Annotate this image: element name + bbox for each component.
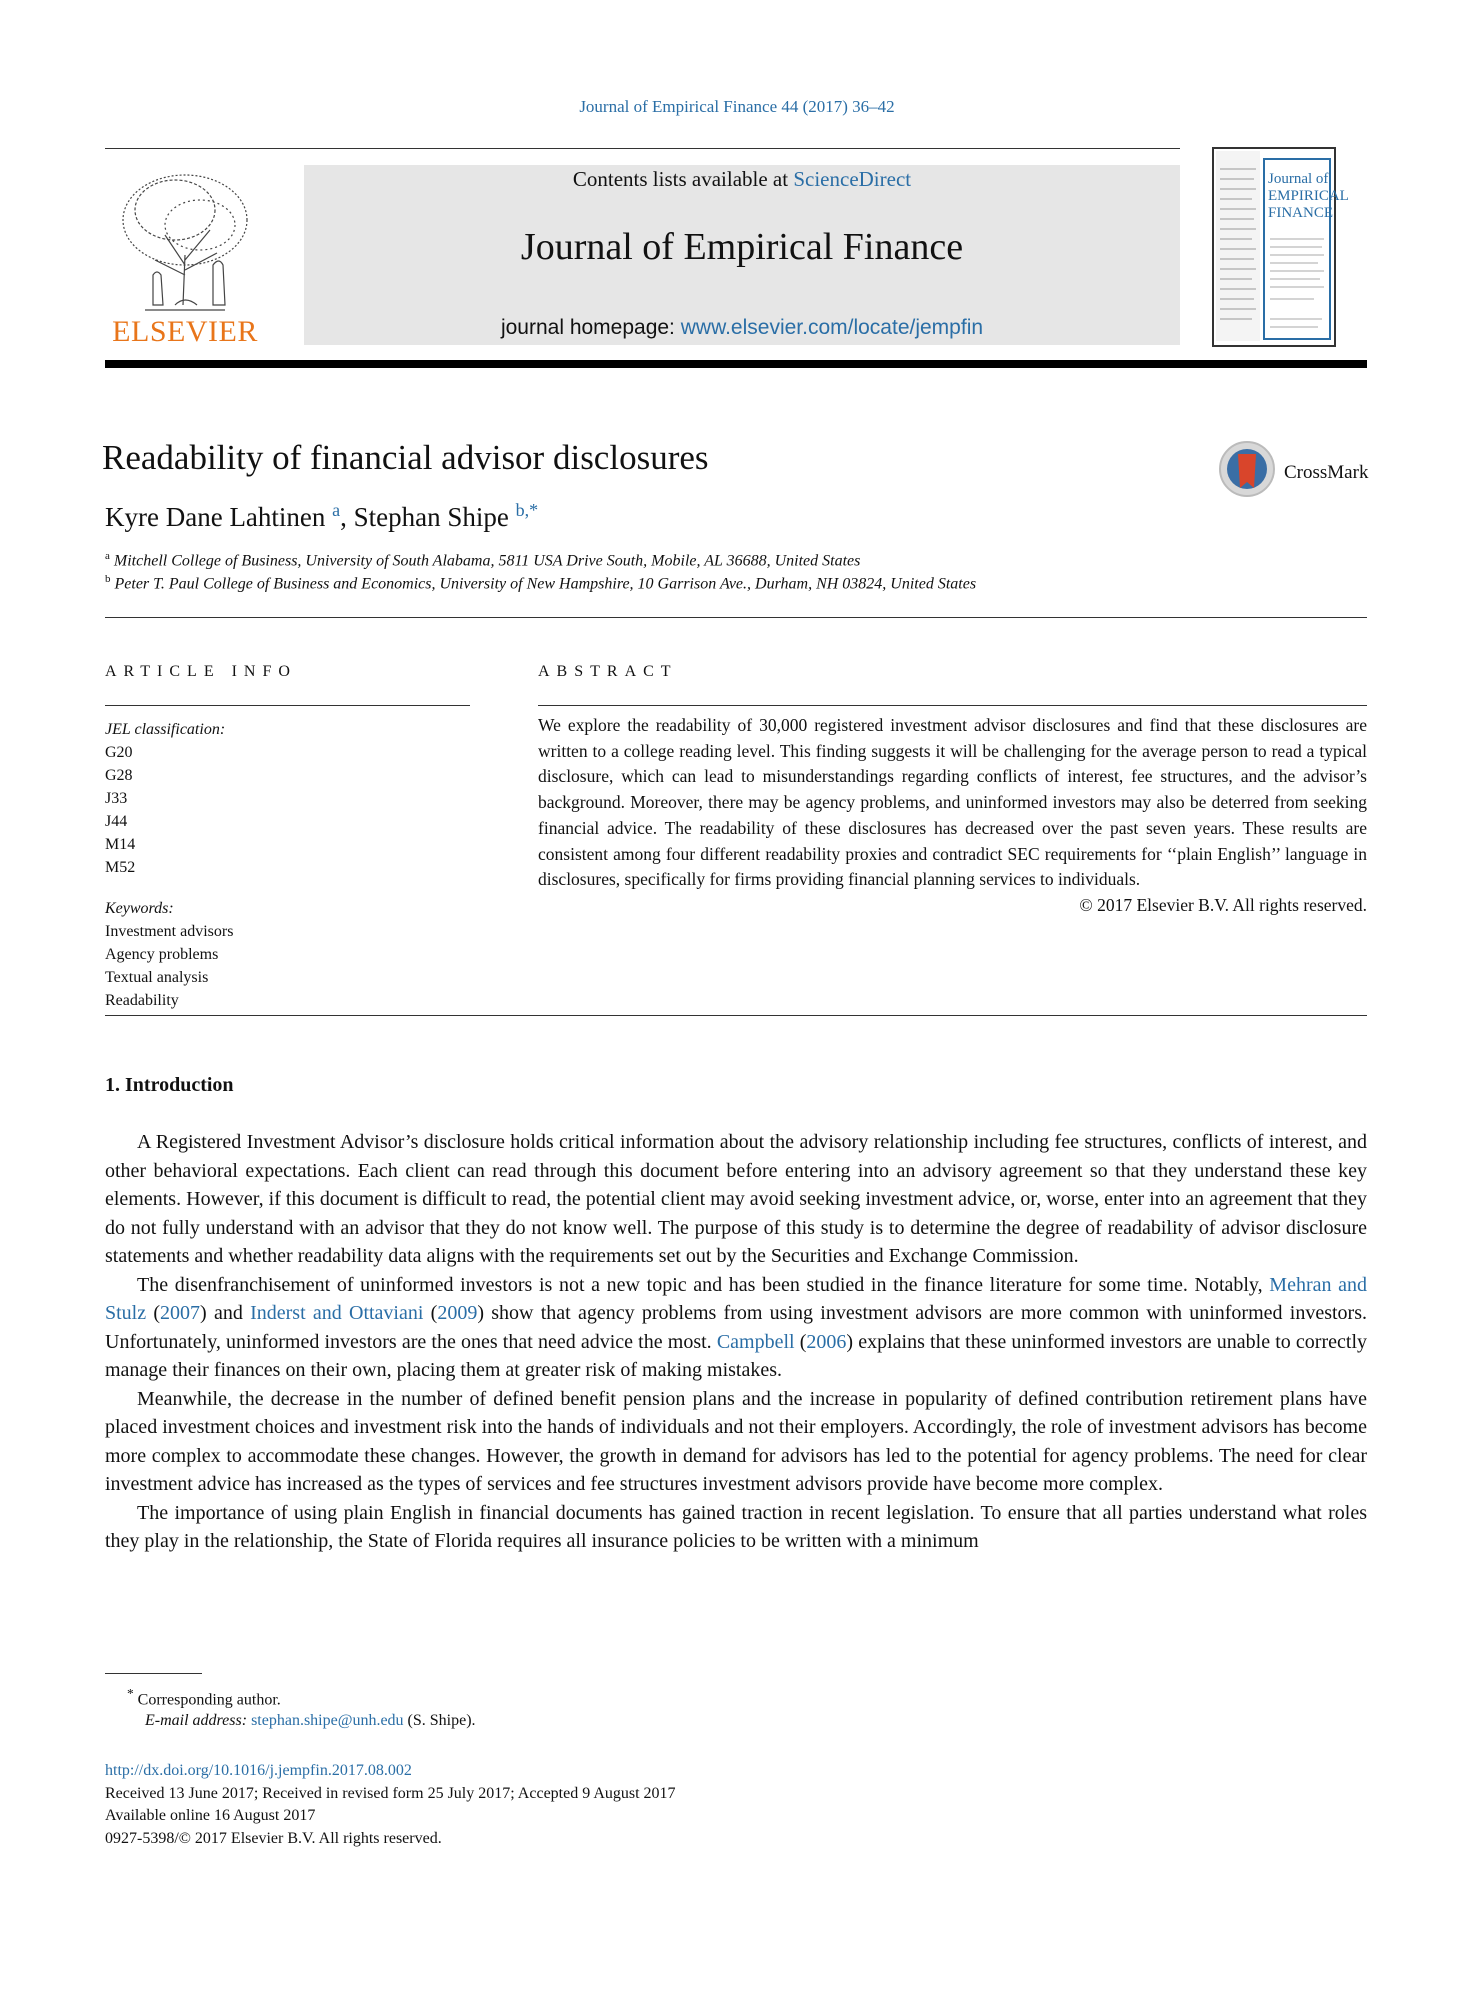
email-suffix: (S. Shipe). <box>407 1712 476 1730</box>
homepage-prefix: journal homepage: <box>500 316 675 339</box>
author-name[interactable]: Stephan Shipe <box>353 502 509 532</box>
footnote <box>105 1683 476 1731</box>
affiliation-text: Mitchell College of Business, University of South Alabama, 5811 USA Drive South, Mobile, AL 36688, United States <box>113 552 861 570</box>
header-rule <box>105 148 1180 149</box>
keyword: Textual analysis <box>105 969 209 986</box>
elsevier-wordmark: ELSEVIER <box>112 315 258 348</box>
author-separator: , <box>340 502 347 532</box>
elsevier-logo[interactable] <box>105 165 265 348</box>
jel-code: J33 <box>105 790 128 807</box>
affiliation-mark: a <box>105 550 110 562</box>
article-title: Readability of financial advisor disclosures <box>102 438 709 477</box>
section-heading: 1. Introduction <box>105 1074 234 1096</box>
email-link[interactable]: stephan.shipe@unh.edu <box>251 1712 404 1730</box>
keyword: Agency problems <box>105 946 219 963</box>
abstract-heading: ABSTRACT <box>538 663 678 680</box>
journal-cover-thumbnail[interactable] <box>1212 147 1349 347</box>
sciencedirect-link[interactable]: ScienceDirect <box>793 167 912 191</box>
footnote-text: Corresponding author. <box>137 1691 281 1709</box>
affiliation-mark: b <box>105 573 111 585</box>
jel-code: M52 <box>105 859 136 876</box>
homepage-line <box>304 316 1180 340</box>
article-info-heading: ARTICLE INFO <box>105 663 297 680</box>
info-rule <box>105 705 470 706</box>
cover-title-line3: FINANCE <box>1268 205 1334 221</box>
divider <box>105 1015 1367 1016</box>
cover-title <box>1268 171 1349 222</box>
paragraph: Meanwhile, the decrease in the number of defined benefit pension plans and the increase in popularity of defined contribution retirement plans have placed investment choices and investment risk into the hands of individuals and not their employers. Accordingly, the role of investment advisors has become more complex to accommodate these changes. However, the growth in demand for advisors has led to the potential for agency problems. The need for clear investment advice has increased as the types of services and fee structures investment advisors provide have become more complex. <box>105 1387 1367 1495</box>
abstract <box>538 713 1367 919</box>
text-run: The disenfranchisement of uninformed investors is not a new topic and has been studied in the finance literature for some time. Notably, <box>137 1273 1270 1296</box>
paragraph: The disenfranchisement of uninformed investors is not a new topic and has been studied in the finance literature for some time. Notably, Mehran and Stulz (2007) and Inderst and Ottaviani (2009) show that agency problems from using investment advisors are more common with uninformed investors. Unfortunately, uninformed investors are the ones that need advice the most. Campbell (2006) explains that these uninformed investors are unable to correctly manage their finances on their own, placing them at greater risk of making mistakes. <box>105 1273 1367 1381</box>
abstract-rule <box>538 705 1367 706</box>
jel-code: J44 <box>105 813 128 830</box>
crossmark-icon <box>1218 440 1276 498</box>
jel-code: M14 <box>105 836 136 853</box>
abstract-copyright: © 2017 Elsevier B.V. All rights reserved. <box>1079 894 1367 915</box>
email-label: E-mail address: <box>145 1712 248 1730</box>
cover-title-line2: EMPIRICAL <box>1268 188 1349 204</box>
journal-banner <box>304 165 1180 345</box>
author-name[interactable]: Kyre Dane Lahtinen <box>105 502 326 532</box>
issn-copyright: 0927-5398/© 2017 Elsevier B.V. All rights reserved. <box>105 1829 442 1847</box>
divider <box>105 617 1367 618</box>
journal-reference[interactable]: Journal of Empirical Finance 44 (2017) 36–42 <box>579 97 895 116</box>
body-text <box>105 1128 1367 1556</box>
jel-label: JEL classification: <box>105 721 226 738</box>
author-affil-mark[interactable]: a <box>332 500 341 520</box>
article-info <box>105 718 465 1012</box>
contents-line <box>304 167 1180 192</box>
doi-link[interactable]: http://dx.doi.org/10.1016/j.jempfin.2017.08.002 <box>105 1762 412 1779</box>
paragraph: A Registered Investment Advisor’s disclosure holds critical information about the advisory relationship including fee structures, conflicts of interest, and other behavioral expectations. Each client can read through this document before entering into an advisory agreement so that they understand these key elements. However, if this document is difficult to read, the potential client may avoid seeking investment advice, or, worse, enter into an agreement that they do not fully understand with an advisor that they do not know well. The purpose of this study is to determine the degree of readability of advisor disclosure statements and whether readability data aligns with the requirements set out by the Securities and Exchange Commission. <box>105 1131 1367 1267</box>
keyword: Investment advisors <box>105 923 234 940</box>
citation-link[interactable]: Campbell <box>716 1330 795 1353</box>
text-run: show that agency problems from using investment advisors are more common with uninformed investors. Unfortunately, uninformed investors are the ones that need advice the most. <box>105 1302 1367 1353</box>
jel-code: G28 <box>105 767 133 784</box>
footnote-email <box>105 1710 476 1731</box>
paragraph: The importance of using plain English in financial documents has gained traction in recent legislation. To ensure that all parties understand what roles they play in the relationship, the State of Florida requires all insurance policies to be written with a minimum <box>105 1501 1367 1552</box>
homepage-link[interactable]: www.elsevier.com/locate/jempfin <box>680 316 984 339</box>
jel-code: G20 <box>105 744 133 761</box>
author-affil-mark[interactable]: b,* <box>515 500 539 520</box>
footnote-rule <box>105 1673 202 1674</box>
footnote-mark: * <box>127 1686 134 1701</box>
publication-info <box>105 1760 676 1850</box>
tree-icon <box>105 165 265 315</box>
crossmark-badge[interactable] <box>1218 440 1458 500</box>
text-run: and <box>206 1302 251 1324</box>
affiliation-text: Peter T. Paul College of Business and Economics, University of New Hampshire, 10 Garrison Ave., Durham, NH 03824, United States <box>114 575 977 593</box>
journal-title: Journal of Empirical Finance <box>520 226 964 268</box>
keyword: Readability <box>105 992 179 1009</box>
affiliation-b <box>105 573 976 593</box>
text-run: explains that these uninformed investors are unable to correctly manage their finances on their own, placing them at greater risk of making mistakes. <box>105 1330 1367 1381</box>
crossmark-label: CrossMark <box>1284 462 1369 483</box>
affiliation-a <box>105 550 860 570</box>
contents-prefix: Contents lists available at <box>572 167 789 191</box>
received-dates: Received 13 June 2017; Received in revised form 25 July 2017; Accepted 9 August 2017 <box>105 1784 676 1802</box>
cover-title-line1: Journal of <box>1268 171 1329 187</box>
abstract-text: We explore the readability of 30,000 registered investment advisor disclosures and find that these disclosures are written to a college reading level. This finding suggests it will be challenging for the average person to read a typical disclosure, which can lead to misunderstandings regarding conflicts of interest, fee structures, and the advisor’s background. Moreover, there may be agency problems, and uninformed investors may also be deterred from seeking financial advice. The readability of these disclosures has decreased over the past seven years. These results are consistent among four different readability proxies and contradict SEC requirements for ‘‘plain English’’ language in disclosures, specifically for firms providing financial planning services to individuals. <box>538 715 1367 890</box>
citation-link[interactable]: Inderst and Ottaviani <box>250 1302 424 1324</box>
footnote-corresponding <box>105 1683 476 1710</box>
citation-link[interactable]: Mehran and Stulz <box>105 1273 1367 1324</box>
keywords-label: Keywords: <box>105 900 174 917</box>
available-online: Available online 16 August 2017 <box>105 1807 316 1824</box>
citation-year-link[interactable]: 2007 <box>160 1302 201 1324</box>
header-thick-rule <box>105 360 1367 368</box>
author-list <box>105 500 538 533</box>
citation-year-link[interactable]: 2009 <box>437 1302 478 1324</box>
citation-year-link[interactable]: 2006 <box>806 1330 847 1353</box>
